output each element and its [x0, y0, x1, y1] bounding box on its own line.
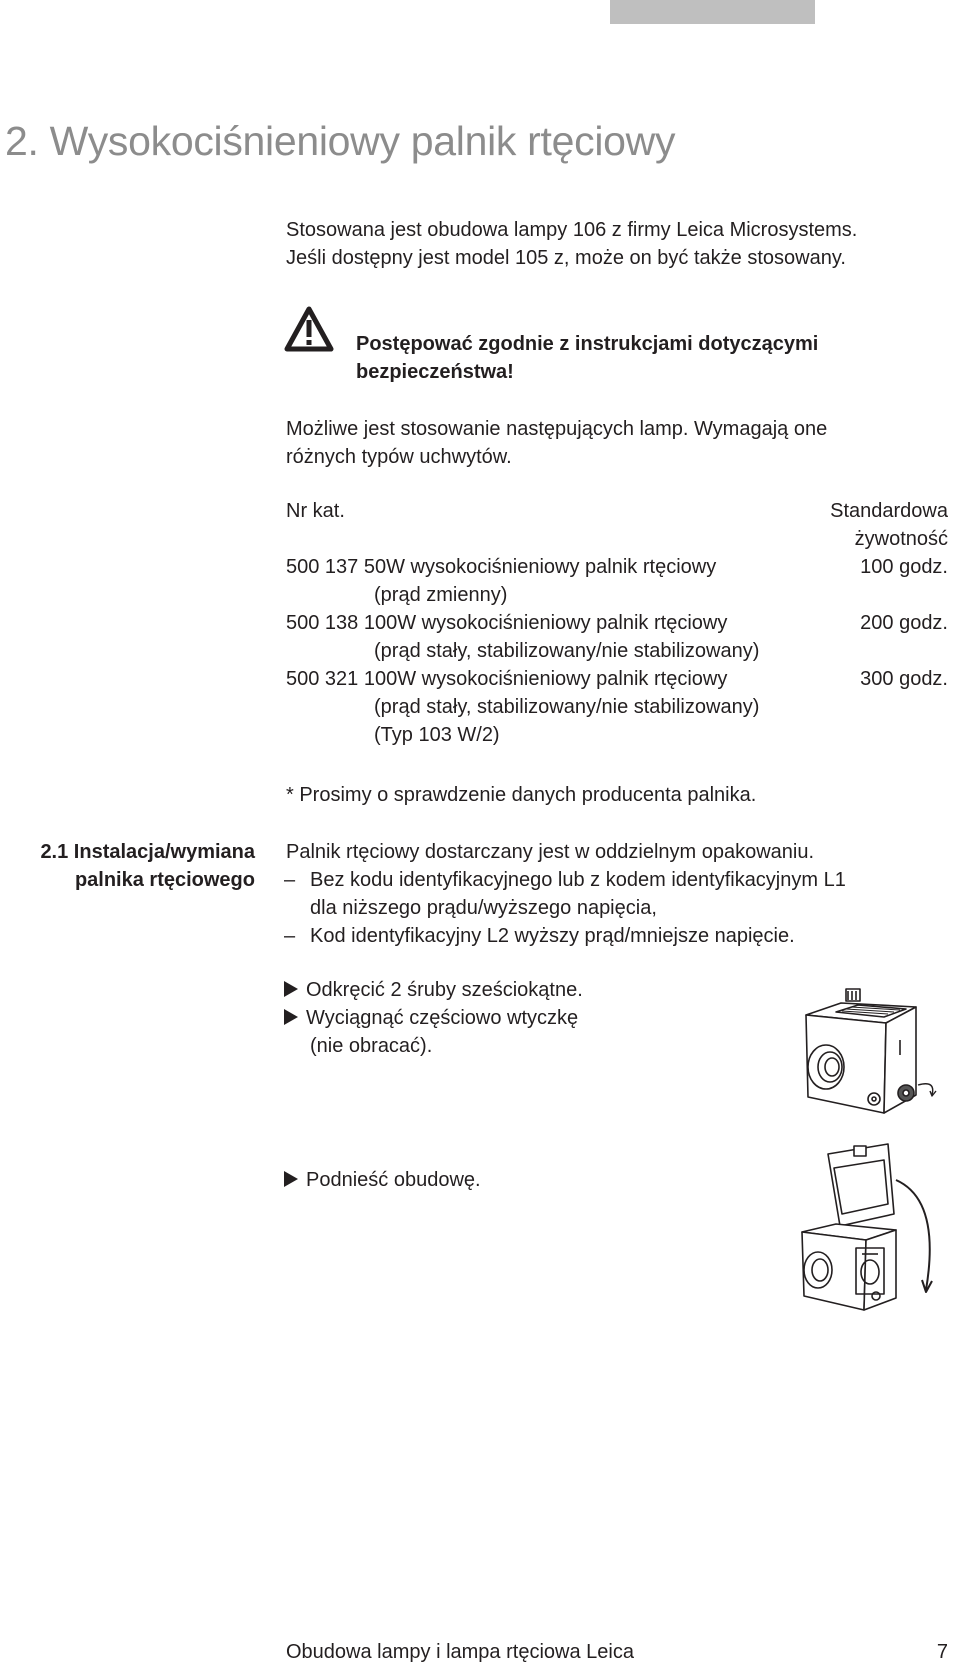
table-row-3-main: 500 321 100W wysokociśnieniowy palnik rtęciowy [286, 668, 728, 690]
table-row-1-main: 500 137 50W wysokociśnieniowy palnik rtęciowy [286, 556, 717, 578]
section-heading-line-2: palnika rtęciowego [74, 869, 255, 891]
play-triangle-icon [284, 1009, 298, 1025]
warning-triangle-icon [284, 306, 334, 352]
bullet-2: Kod identyfikacyjny L2 wyższy prąd/mniejsze napięcie. [310, 925, 795, 947]
intro-line-1: Stosowana jest obudowa lampy 106 z firmy Leica Microsystems. [286, 219, 858, 241]
bullet-2-dash: – [284, 925, 296, 947]
step-3-text: Podnieść obudowę. [306, 1169, 481, 1191]
bullet-1-line-2: dla niższego prądu/wyższego napięcia, [310, 897, 657, 919]
table-row-3-sub: (prąd stały, stabilizowany/nie stabilizowany) [374, 696, 760, 718]
warning-line-2: bezpieczeństwa! [356, 361, 514, 383]
section-paragraph: Palnik rtęciowy dostarczany jest w oddzielnym opakowaniu. [286, 841, 815, 863]
lamps-line-1: Możliwe jest stosowanie następujących lamp. Wymagają one [286, 418, 828, 440]
table-header-life-1: Standardowa [830, 500, 948, 522]
footer-text: Obudowa lampy i lampa rtęciowa Leica [286, 1641, 634, 1663]
intro-line-2: Jeśli dostępny jest model 105 z, może on być także stosowany. [286, 247, 846, 269]
play-triangle-icon [284, 981, 298, 997]
page-number: 7 [936, 1641, 948, 1663]
table-row-1-life: 100 godz. [860, 556, 948, 578]
table-row-2-sub: (prąd stały, stabilizowany/nie stabilizowany) [374, 640, 760, 662]
step-2-text: Wyciągnąć częściowo wtyczkę [306, 1007, 579, 1029]
bullet-1-line-1: Bez kodu identyfikacyjnego lub z kodem identyfikacyjnym L1 [310, 869, 846, 891]
step-2-line-2: (nie obracać). [310, 1035, 433, 1057]
step-3 [284, 1166, 481, 1194]
table-row-2-main: 500 138 100W wysokociśnieniowy palnik rtęciowy [286, 612, 728, 634]
bullet-1-dash: – [284, 869, 296, 891]
table-row-1-sub: (prąd zmienny) [374, 584, 508, 606]
lamp-housing-closed-illustration [796, 985, 946, 1120]
section-heading-line-1: 2.1 Instalacja/wymiana [40, 841, 255, 863]
footnote: * Prosimy o sprawdzenie danych producenta palnika. [286, 784, 757, 806]
header-bar [610, 0, 815, 24]
step-2 [284, 1004, 578, 1032]
page-title: 2. Wysokociśnieniowy palnik rtęciowy [5, 118, 676, 164]
lamp-housing-open-illustration [796, 1140, 946, 1320]
play-triangle-icon [284, 1171, 298, 1187]
step-1 [284, 976, 583, 1004]
step-1-text: Odkręcić 2 śruby sześciokątne. [306, 979, 583, 1001]
table-row-3-type: (Typ 103 W/2) [374, 724, 500, 746]
table-header-life-2: żywotność [854, 528, 948, 550]
lamps-line-2: różnych typów uchwytów. [286, 446, 512, 468]
table-row-3-life: 300 godz. [860, 668, 948, 690]
table-header-catalog: Nr kat. [286, 500, 345, 522]
warning-line-1: Postępować zgodnie z instrukcjami dotyczącymi [356, 333, 819, 355]
table-row-2-life: 200 godz. [860, 612, 948, 634]
